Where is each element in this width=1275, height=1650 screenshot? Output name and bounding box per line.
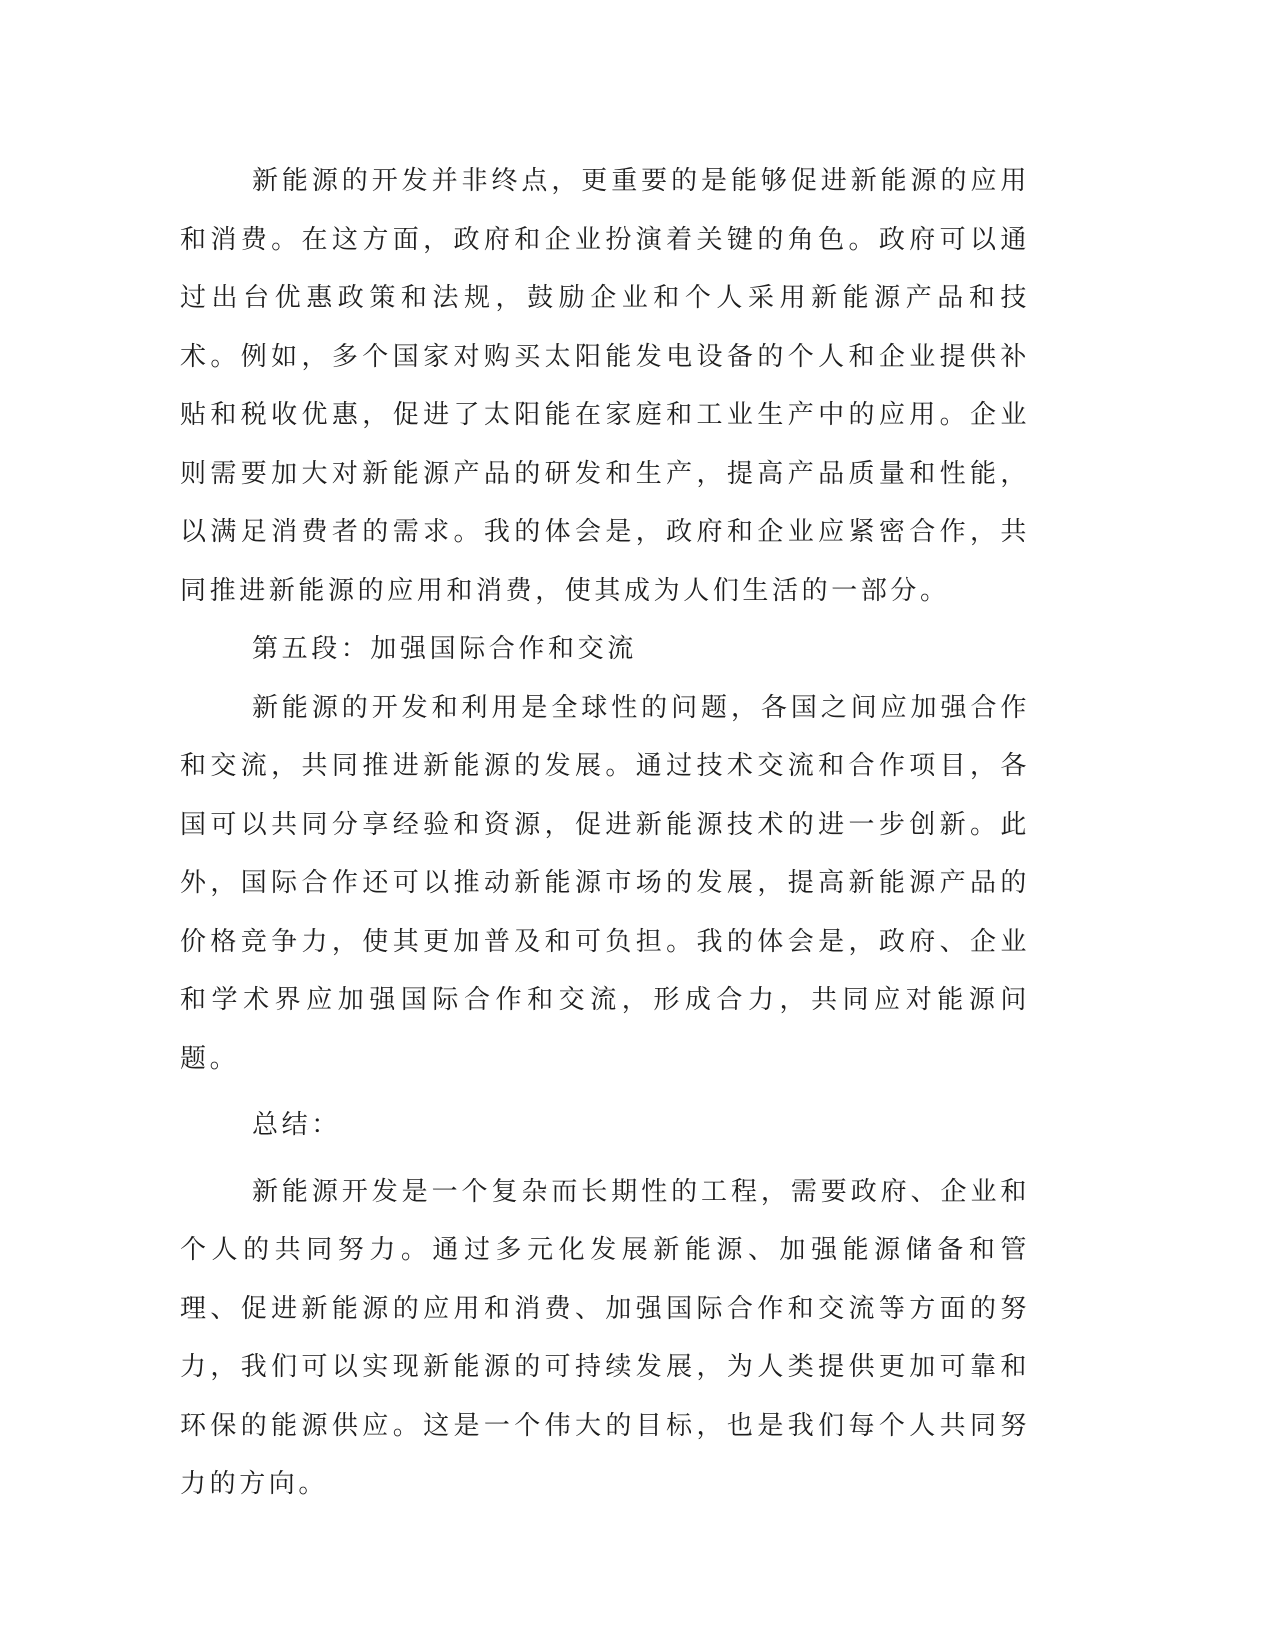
text-line: 会是，政府和企业应紧密合作，共同推进新能源的应用和消费，使其 [180, 517, 1030, 606]
text-line: 费。在这方面，政府和企业扮演着关键的角色。政府可以通过出台优 [180, 224, 1030, 313]
paragraph-international-cooperation [180, 679, 1030, 1089]
text-line: 的研发和生产，提高产品质量和性能，以满足消费者的需求。我的体 [180, 458, 1030, 547]
section-heading-summary [180, 1096, 1030, 1155]
document-page [180, 152, 1030, 1514]
text-line: 新能源的开发和利用是全球性的问题，各国之间应加强合作和交 [180, 692, 1030, 781]
text-line: 了太阳能在家庭和工业生产中的应用。企业则需要加大对新能源产品 [180, 400, 1030, 489]
text-line: 流，共同推进新能源的发展。通过技术交流和合作项目，各国可以共 [180, 751, 1030, 840]
text-line: 惠政策和法规，鼓励企业和个人采用新能源产品和技术。例如，多个 [180, 283, 1030, 372]
text-line: 能源的应用和消费、加强国际合作和交流等方面的努力，我们可以实 [180, 1293, 1030, 1382]
heading-text: 第五段：加强国际合作和交流 [252, 634, 637, 664]
text-line: 是一个伟大的目标，也是我们每个人共同努力的方向。 [180, 1410, 1030, 1499]
paragraph-energy-application [180, 152, 1030, 620]
text-line: 更加普及和可负担。我的体会是，政府、企业和学术界应加强国际合 [180, 926, 1030, 1015]
text-line: 同分享经验和资源，促进新能源技术的进一步创新。此外，国际合作 [180, 809, 1030, 898]
text-line: 作和交流，形成合力，共同应对能源问题。 [180, 985, 1030, 1074]
text-line: 国家对购买太阳能发电设备的个人和企业提供补贴和税收优惠，促进 [180, 341, 1030, 430]
text-line: 现新能源的可持续发展，为人类提供更加可靠和环保的能源供应。这 [180, 1352, 1030, 1441]
text-line: 的共同努力。通过多元化发展新能源、加强能源储备和管理、促进新 [180, 1235, 1030, 1324]
text-line: 还可以推动新能源市场的发展，提高新能源产品的价格竞争力，使其 [180, 868, 1030, 957]
heading-text: 总结： [252, 1110, 341, 1140]
text-line: 成为人们生活的一部分。 [624, 575, 950, 606]
section-heading-five [180, 620, 1030, 679]
paragraph-summary [180, 1163, 1030, 1514]
text-line: 新能源开发是一个复杂而长期性的工程，需要政府、企业和个人 [180, 1176, 1030, 1265]
text-line: 新能源的开发并非终点，更重要的是能够促进新能源的应用和消 [180, 166, 1030, 255]
